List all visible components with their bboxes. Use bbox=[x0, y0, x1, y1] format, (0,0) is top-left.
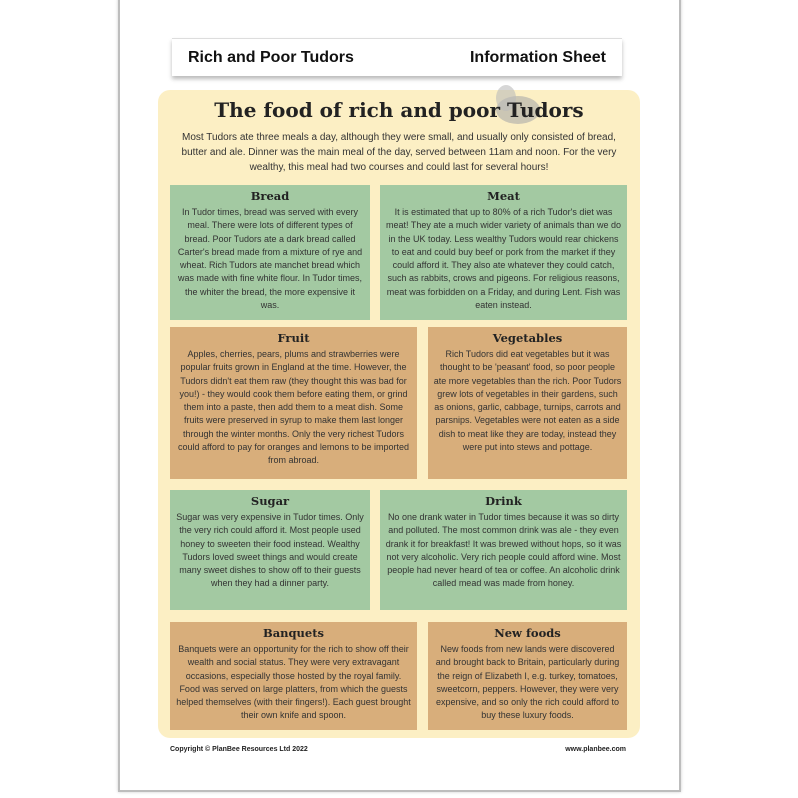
section-banquets bbox=[170, 622, 417, 730]
section-heading: Bread bbox=[250, 189, 290, 203]
section-text: It is estimated that up to 80% of a rich Tudor's diet was meat! They ate a much wider variety of animals than we do in the UK today. Less wealthy Tudors would rear chickens to eat and could buy beef or pork from the market if they could afford it. They also ate whatever they could catch, such as rabbits, crows and pigeons. For religious reasons, meat was forbidden on a Friday, and during Lent. Fish was eaten instead. bbox=[386, 207, 621, 311]
section-heading: Banquets bbox=[262, 626, 325, 640]
section-heading: Drink bbox=[485, 494, 522, 508]
section-text: No one drank water in Tudor times because it was so dirty and polluted. The most common drink was ale - they even drank it for breakfast! It was brewed without hops, so it was not very alcoholic. Very rich people could afford wine. Most people had never heard of tea or coffee. An alcoholic drink called mead was made from honey. bbox=[385, 512, 622, 589]
section-text: In Tudor times, bread was served with every meal. There were lots of different types of bread. Poor Tudors ate a dark bread called Carter's bread made from a mixture of rye and wheat. Rich Tudors ate manchet bread which was made with fine white flour. In Tudor times, the whiter the bread, the more expensive it was. bbox=[177, 207, 363, 311]
header-bar bbox=[172, 38, 622, 76]
section-heading: Fruit bbox=[277, 331, 310, 345]
section-text: Sugar was very expensive in Tudor times. Only the very rich could afford it. Most people used honey to sweeten their food instead. Wealthy Tudors loved sweet things and would create many sweet dishes to show off to their guests when they had a dinner party. bbox=[176, 512, 364, 589]
section-new-foods bbox=[428, 622, 627, 730]
section-sugar bbox=[170, 490, 370, 610]
section-vegetables bbox=[428, 327, 627, 479]
section-text: Banquets were an opportunity for the rich to show off their wealth and social status. They were very extravagant occasions, especially those hosted by the royal family. Food was served on large platters, from which the guests helped themselves (with their fingers!). Each guest brought their own knife and spoon. bbox=[176, 644, 411, 721]
header-topic: Rich and Poor Tudors bbox=[188, 48, 354, 66]
section-heading: Vegetables bbox=[492, 331, 563, 345]
section-text: Rich Tudors did eat vegetables but it was thought to be 'peasant' food, so poor people ate more vegetables than the rich. Poor Tudors grew lots of vegetables in their gardens, such as onions, garlic, cabbage, turnips, carrots and parsnips. Vegetables were not eaten as a side dish to meat like they are today, instead they were put into stews and pottage. bbox=[433, 349, 622, 453]
website-link[interactable]: www.planbee.com bbox=[565, 746, 626, 753]
section-bread bbox=[170, 185, 370, 320]
section-text: New foods from new lands were discovered and brought back to Britain, particularly during the reign of Elizabeth I, e.g. turkey, tomatoes, sweetcorn, peppers. However, they were very expensive, and so only the rich could afford to buy these luxury foods. bbox=[435, 644, 620, 721]
copyright-text: Copyright © PlanBee Resources Ltd 2022 bbox=[170, 746, 308, 753]
section-heading: Meat bbox=[487, 189, 520, 203]
section-fruit bbox=[170, 327, 417, 479]
page-title: The food of rich and poor Tudors bbox=[214, 98, 584, 122]
section-drink bbox=[380, 490, 627, 610]
section-heading: Sugar bbox=[250, 494, 290, 508]
section-heading: New foods bbox=[494, 626, 561, 640]
intro-text: Most Tudors ate three meals a day, although they were small, and usually only consisted of bread, butter and ale. Dinner was the main meal of the day, served between 11am and noon. For the very wealthy, this meal had two courses and could last for several hours! bbox=[181, 132, 617, 173]
section-text: Apples, cherries, pears, plums and strawberries were popular fruits grown in England at the time. However, the Tudors didn't eat them raw (they thought this was bad for you!) - they would cook them before eating them, or grind them into a paste, then add them to a meat dish. Some fruits were preserved in syrup to make them last longer through the winter months. Only the very richest Tudors could afford to pay for oranges and lemons to be imported from abroad. bbox=[178, 349, 409, 466]
header-type: Information Sheet bbox=[469, 48, 606, 66]
section-meat bbox=[380, 185, 627, 320]
